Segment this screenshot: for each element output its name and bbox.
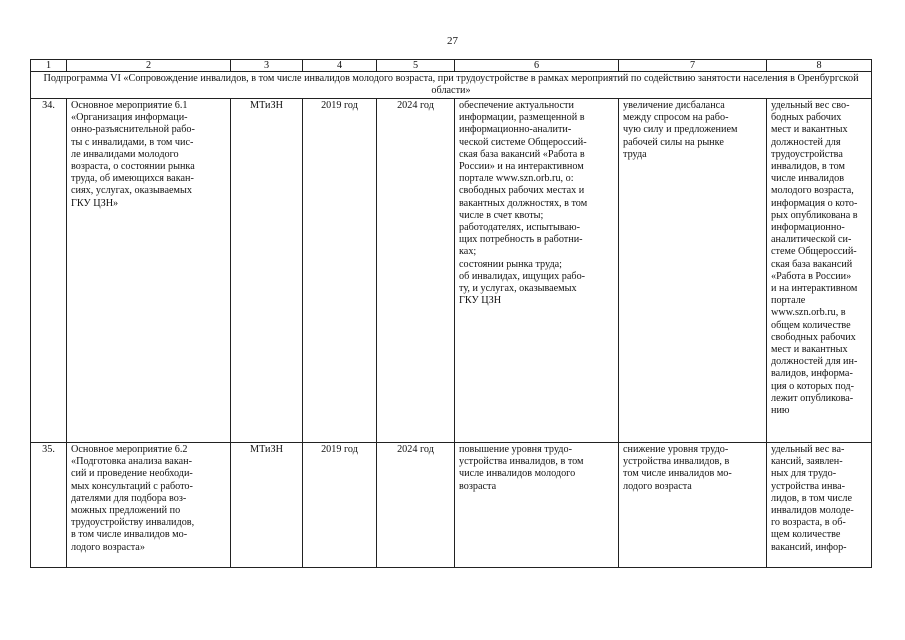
row-number: 35. xyxy=(31,443,67,568)
column-number-4: 4 xyxy=(303,60,377,72)
column-number-6: 6 xyxy=(455,60,619,72)
expected-result-cell: повышение уровня трудо- устройства инвалидов, в том числе инвалидов молодого возраста xyxy=(455,443,619,568)
executor-cell: МТиЗН xyxy=(231,443,303,568)
activity-cell: Основное мероприятие 6.1 «Организация информаци- онно-разъяснительной рабо- ты с инвалидами, в том чис- ле инвалидами молодого возраста, о состоянии рынка труда, об имеющихся вакан- сиях, услугах, оказываемых ГКУ ЦЗН» xyxy=(67,99,231,443)
column-number-7: 7 xyxy=(619,60,767,72)
indicator-cell: удельный вес ва- кансий, заявлен- ных для трудо- устройства инва- лидов, в том числе инвалидов молоде- го возраста, в об- щем количестве вакансий, инфор- xyxy=(767,443,872,568)
column-number-8: 8 xyxy=(767,60,872,72)
column-number-3: 3 xyxy=(231,60,303,72)
activity-cell: Основное мероприятие 6.2 «Подготовка анализа вакан- сий и проведение необходи- мых консультаций с работо- дателями для подбора воз- можных предложений по трудоустройству инвалидов, в том числе инвалидов мо- лодого возраста» xyxy=(67,443,231,568)
column-number-1: 1 xyxy=(31,60,67,72)
end-year-cell: 2024 год xyxy=(377,443,455,568)
table-row xyxy=(31,99,872,443)
column-number-row xyxy=(31,60,872,72)
row-number: 34. xyxy=(31,99,67,443)
subprogram-row xyxy=(31,72,872,99)
expected-result-cell: обеспечение актуальности информации, размещенной в информационно-аналити- ческой системе Общероссий- ская база вакансий «Работа в России» и на интерактивном портале www.szn.orb.ru, о: свободных рабочих местах и вакантных должностях, в том числе в счет квоты; работодателях, испытываю- щих потребность в работни- ках; состоянии рынка труда; об инвалидах, ищущих рабо- ту, и услугах, оказываемых ГКУ ЦЗН xyxy=(455,99,619,443)
column-number-5: 5 xyxy=(377,60,455,72)
executor-cell: МТиЗН xyxy=(231,99,303,443)
consequences-cell: снижение уровня трудо- устройства инвалидов, в том числе инвалидов мо- лодого возраста xyxy=(619,443,767,568)
table-row xyxy=(31,443,872,568)
indicator-cell: удельный вес сво- бодных рабочих мест и вакантных должностей для трудоустройства инвалидов, в том числе инвалидов молодого возраста, информация о кото- рых опубликована в информационно- аналитической си- стеме Общероссий- ская база вакансий «Работа в России» и на интерактивном портале www.szn.orb.ru, в общем количестве свободных рабочих мест и вакантных должностей для ин- валидов, информа- ция о которых под- лежит опубликова- нию xyxy=(767,99,872,443)
subprogram-title: Подпрограмма VI «Сопровождение инвалидов, в том числе инвалидов молодого возраста, при трудоустройстве в рамках мероприятий по содействию занятости населения в Оренбургской области» xyxy=(31,72,872,99)
start-year-cell: 2019 год xyxy=(303,99,377,443)
column-number-2: 2 xyxy=(67,60,231,72)
consequences-cell: увеличение дисбаланса между спросом на рабо- чую силу и предложением рабочей силы на рынке труда xyxy=(619,99,767,443)
end-year-cell: 2024 год xyxy=(377,99,455,443)
page-number: 27 xyxy=(447,35,458,47)
start-year-cell: 2019 год xyxy=(303,443,377,568)
program-activities-table xyxy=(30,59,872,568)
